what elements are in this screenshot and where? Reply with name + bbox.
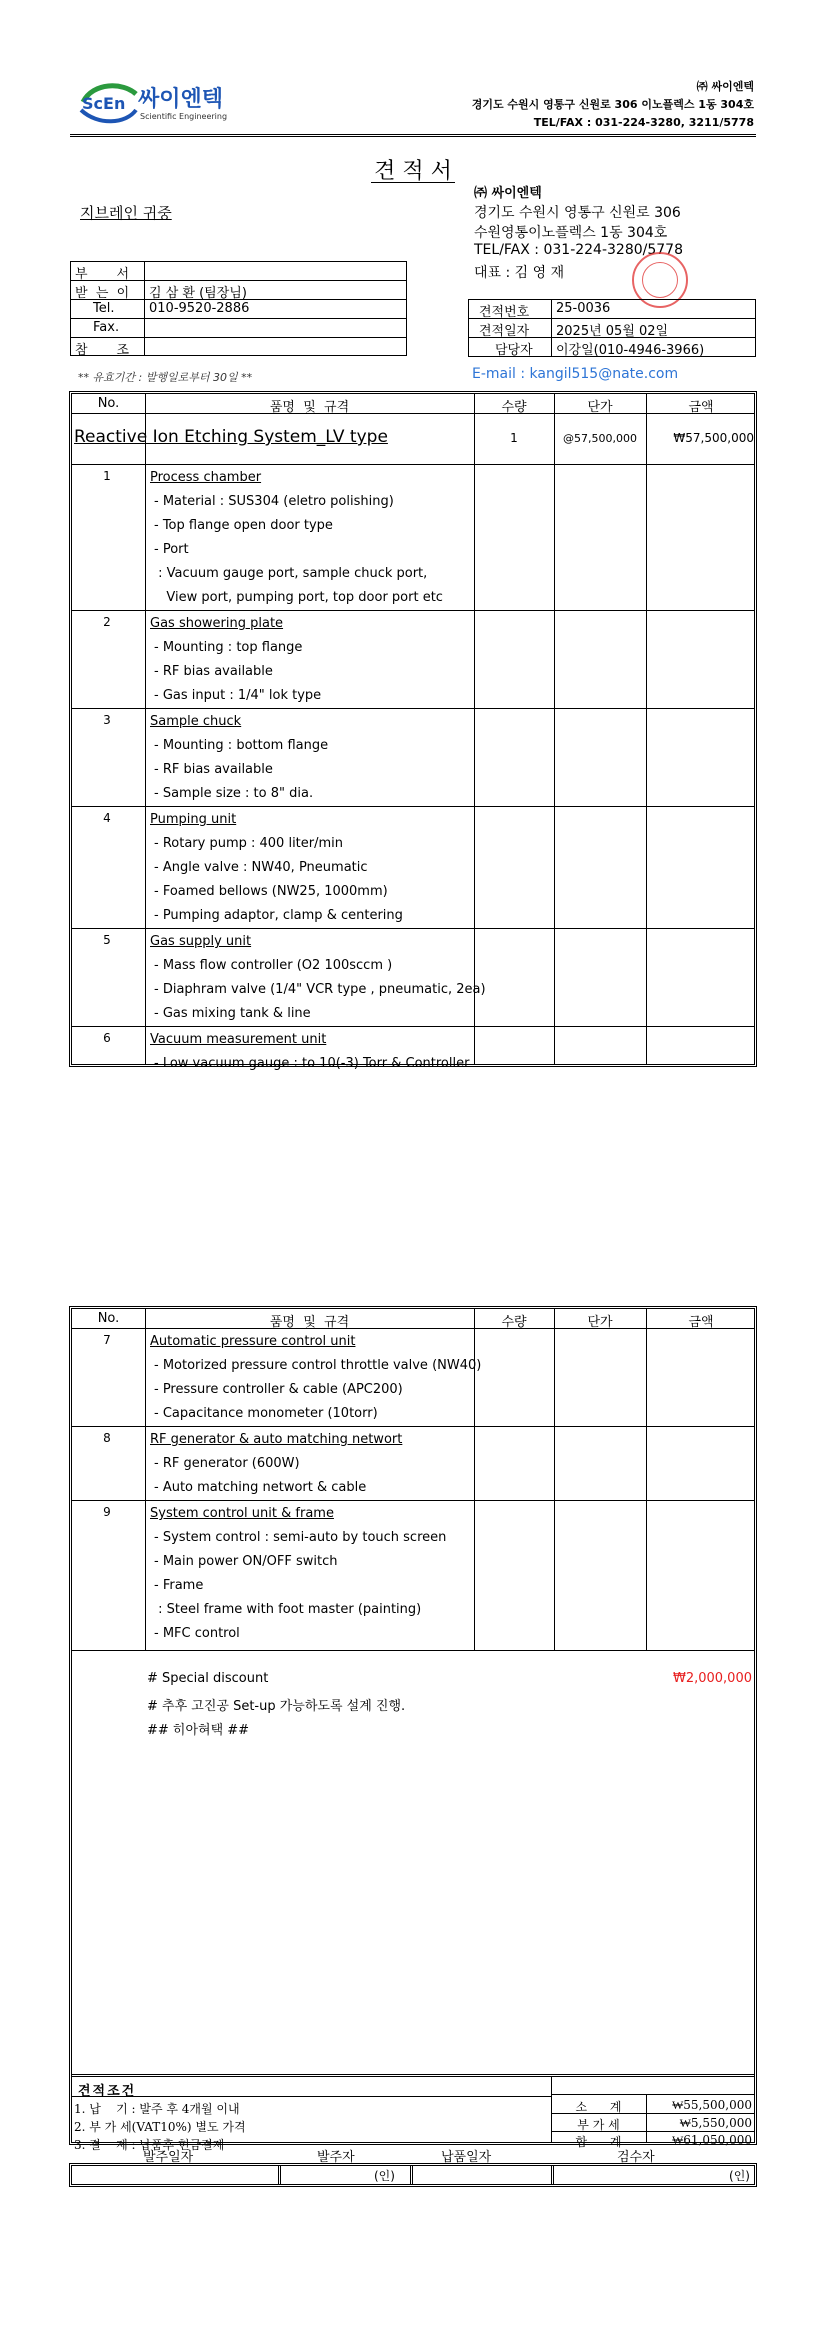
item-title: Vacuum measurement unit [150, 1032, 327, 1047]
vat-label: 부 가 세 [577, 2118, 620, 2132]
quote-date-label: 견적일자 [479, 324, 530, 339]
col-spec: 품명 및 규격 [269, 400, 350, 415]
header-company: ㈜ 싸이엔텍 [696, 80, 754, 93]
discount-label: # Special discount [147, 1671, 269, 1686]
item-title: System control unit & frame [150, 1506, 334, 1521]
item-number: 2 [103, 615, 111, 629]
item-number: 5 [103, 933, 111, 947]
col-qty: 수량 [501, 1315, 527, 1330]
item-number: 9 [103, 1505, 111, 1519]
table-row [72, 1329, 754, 1427]
product-unit-price: @57,500,000 [563, 432, 637, 445]
item-number: 7 [103, 1333, 111, 1347]
condition-line: 1. 납 기 : 발주 후 4개월 이내 [74, 2102, 240, 2116]
manager: 이강일(010-4946-3966) [556, 343, 705, 358]
header-address: 경기도 수원시 영통구 신원로 306 이노플렉스 1동 304호 [471, 98, 754, 111]
brand-en: Scientific Engineering [140, 112, 228, 121]
item-spec-line: - Frame [154, 1578, 204, 1593]
quote-number-label: 견적번호 [479, 305, 530, 320]
item-spec-line: - Material : SUS304 (eletro polishing) [154, 494, 394, 509]
item-spec-line: View port, pumping port, top door port etc [154, 590, 443, 605]
benefit-note: ## 히아혀택 ## [147, 1723, 250, 1738]
recipient-info-table [70, 261, 407, 356]
col-amount: 금액 [688, 400, 714, 415]
info-label: Tel. [93, 301, 115, 316]
item-spec-line: - Mass flow controller (O2 100sccm ) [154, 958, 393, 973]
col-unit-price: 단가 [587, 1315, 613, 1330]
info-value: 김 삼 환 (팀장님) [149, 286, 247, 301]
setup-note: # 추후 고진공 Set-up 가능하도록 설계 진행. [147, 1699, 406, 1714]
item-spec-line: - System control : semi-auto by touch screen [154, 1530, 447, 1545]
logo-text: ScEn [82, 94, 126, 113]
item-spec-line: - Auto matching networt & cable [154, 1480, 367, 1495]
inspector-label: 검수자 [617, 2150, 655, 2165]
table-row [72, 929, 754, 1027]
item-spec-line: - Mounting : top flange [154, 640, 303, 655]
signature-box [69, 2163, 757, 2187]
table-row [72, 611, 754, 709]
delivery-date-label: 납품일자 [441, 2150, 492, 2165]
info-label: Fax. [93, 320, 120, 335]
item-spec-line: - RF bias available [154, 664, 273, 679]
table-row [72, 1501, 754, 1647]
info-label: 참 조 [75, 343, 130, 358]
product-row [72, 414, 754, 465]
item-spec-line: - Sample size : to 8" dia. [154, 786, 314, 801]
item-spec-line: - Rotary pump : 400 liter/min [154, 836, 344, 851]
col-qty: 수량 [501, 400, 527, 415]
item-spec-line: - RF bias available [154, 762, 273, 777]
orderer-label: 발주자 [317, 2150, 355, 2165]
supplier-email: E-mail : kangil515@nate.com [472, 366, 679, 382]
supplier-company: ㈜ 싸이엔텍 [474, 186, 542, 201]
page-title-underline [371, 182, 455, 183]
vat-value: ₩5,550,000 [679, 2116, 752, 2130]
quote-info-table [468, 299, 756, 357]
supplier-addr2: 수원영통이노플렉스 1동 304호 [474, 225, 668, 241]
col-unit-price: 단가 [587, 400, 613, 415]
product-amount: ₩57,500,000 [673, 431, 754, 445]
validity-note: ** 유효기간 : 발행일로부터 30일 ** [78, 371, 253, 384]
item-spec-line: - Pumping adaptor, clamp & centering [154, 908, 403, 923]
item-number: 6 [103, 1031, 111, 1045]
item-title: Gas supply unit [150, 934, 252, 949]
header-rule [70, 134, 756, 137]
condition-line: 2. 부 가 세(VAT10%) 별도 가격 [74, 2120, 246, 2134]
quote-number: 25-0036 [556, 301, 611, 316]
table-row [72, 465, 754, 611]
item-number: 4 [103, 811, 111, 825]
header-telfax: TEL/FAX : 031-224-3280, 3211/5778 [533, 116, 754, 129]
col-spec: 품명 및 규격 [269, 1315, 350, 1330]
condition-line: 3. 결 제 : 납품후 현금결제 [74, 2138, 225, 2152]
order-date-label: 발주일자 [143, 2150, 194, 2165]
total-value: ₩61,050,000 [671, 2133, 752, 2147]
col-no: No. [97, 396, 120, 411]
signature-labels [69, 2146, 757, 2165]
quote-items-table [69, 391, 757, 1071]
page-title: 견 적 서 [374, 159, 452, 184]
item-title: RF generator & auto matching networt [150, 1432, 403, 1447]
info-label: 받 는 이 [75, 286, 130, 301]
inspector-seal: (인) [729, 2169, 750, 2183]
item-spec-line: - Top flange open door type [154, 518, 333, 533]
item-spec-line: - Port [154, 542, 189, 557]
subtotal-label: 소 계 [575, 2100, 622, 2114]
product-qty: 1 [510, 431, 518, 445]
item-spec-line: - Mounting : bottom flange [154, 738, 329, 753]
logo [78, 80, 228, 130]
discount-value: ₩2,000,000 [672, 1671, 752, 1686]
item-spec-line: - Gas input : 1/4" lok type [154, 688, 322, 703]
table-row [72, 1027, 754, 1077]
item-title: Automatic pressure control unit [150, 1334, 356, 1349]
quote-items-table-page2 [69, 1306, 757, 2152]
info-label: 부 서 [75, 267, 130, 282]
table-row [72, 807, 754, 929]
item-spec-line: : Steel frame with foot master (painting) [154, 1602, 422, 1617]
col-no: No. [97, 1311, 120, 1326]
brand-kr: 싸이엔텍 [138, 87, 224, 112]
item-spec-line: - Foamed bellows (NW25, 1000mm) [154, 884, 388, 899]
item-title: Process chamber [150, 470, 262, 485]
item-spec-line: - Diaphram valve (1/4" VCR type , pneumatic, 2ea) [154, 982, 486, 997]
manager-label: 담당자 [495, 343, 533, 358]
recipient: 지브레인 귀중 [80, 204, 172, 222]
item-spec-line: - RF generator (600W) [154, 1456, 300, 1471]
item-spec-line: - Motorized pressure control throttle valve (NW40) [154, 1358, 482, 1373]
item-spec-line: - Gas mixing tank & line [154, 1006, 311, 1021]
table-row [72, 1427, 754, 1501]
item-spec-line: - Main power ON/OFF switch [154, 1554, 338, 1569]
supplier-ceo: 대표 : 김 영 재 [474, 265, 565, 281]
item-title: Sample chuck [150, 714, 242, 729]
item-spec-line: - Capacitance monometer (10torr) [154, 1406, 378, 1421]
item-spec-line: - Low vacuum gauge : to 10(-3) Torr & Controller [154, 1056, 470, 1071]
supplier-addr1: 경기도 수원시 영통구 신원로 306 [474, 205, 681, 221]
product-name: Reactive Ion Etching System_LV type [74, 427, 388, 447]
item-spec-line: : Vacuum gauge port, sample chuck port, [154, 566, 428, 581]
item-number: 8 [103, 1431, 111, 1445]
col-amount: 금액 [688, 1315, 714, 1330]
table-header [72, 1309, 754, 1329]
info-value: 010-9520-2886 [149, 301, 250, 316]
subtotal-value: ₩55,500,000 [671, 2098, 752, 2112]
item-spec-line: - MFC control [154, 1626, 240, 1641]
item-title: Gas showering plate [150, 616, 284, 631]
quote-date: 2025년 05월 02일 [556, 324, 669, 339]
item-spec-line: - Angle valve : NW40, Pneumatic [154, 860, 368, 875]
orderer-seal: (인) [374, 2169, 395, 2183]
table-header [72, 394, 754, 414]
item-spec-line: - Pressure controller & cable (APC200) [154, 1382, 403, 1397]
supplier-telfax: TEL/FAX : 031-224-3280/5778 [474, 242, 683, 258]
item-title: Pumping unit [150, 812, 237, 827]
table-row [72, 709, 754, 807]
total-label: 합 계 [575, 2135, 622, 2149]
item-number: 3 [103, 713, 111, 727]
item-number: 1 [103, 469, 111, 483]
conditions-title: 견적조건 [78, 2084, 137, 2099]
